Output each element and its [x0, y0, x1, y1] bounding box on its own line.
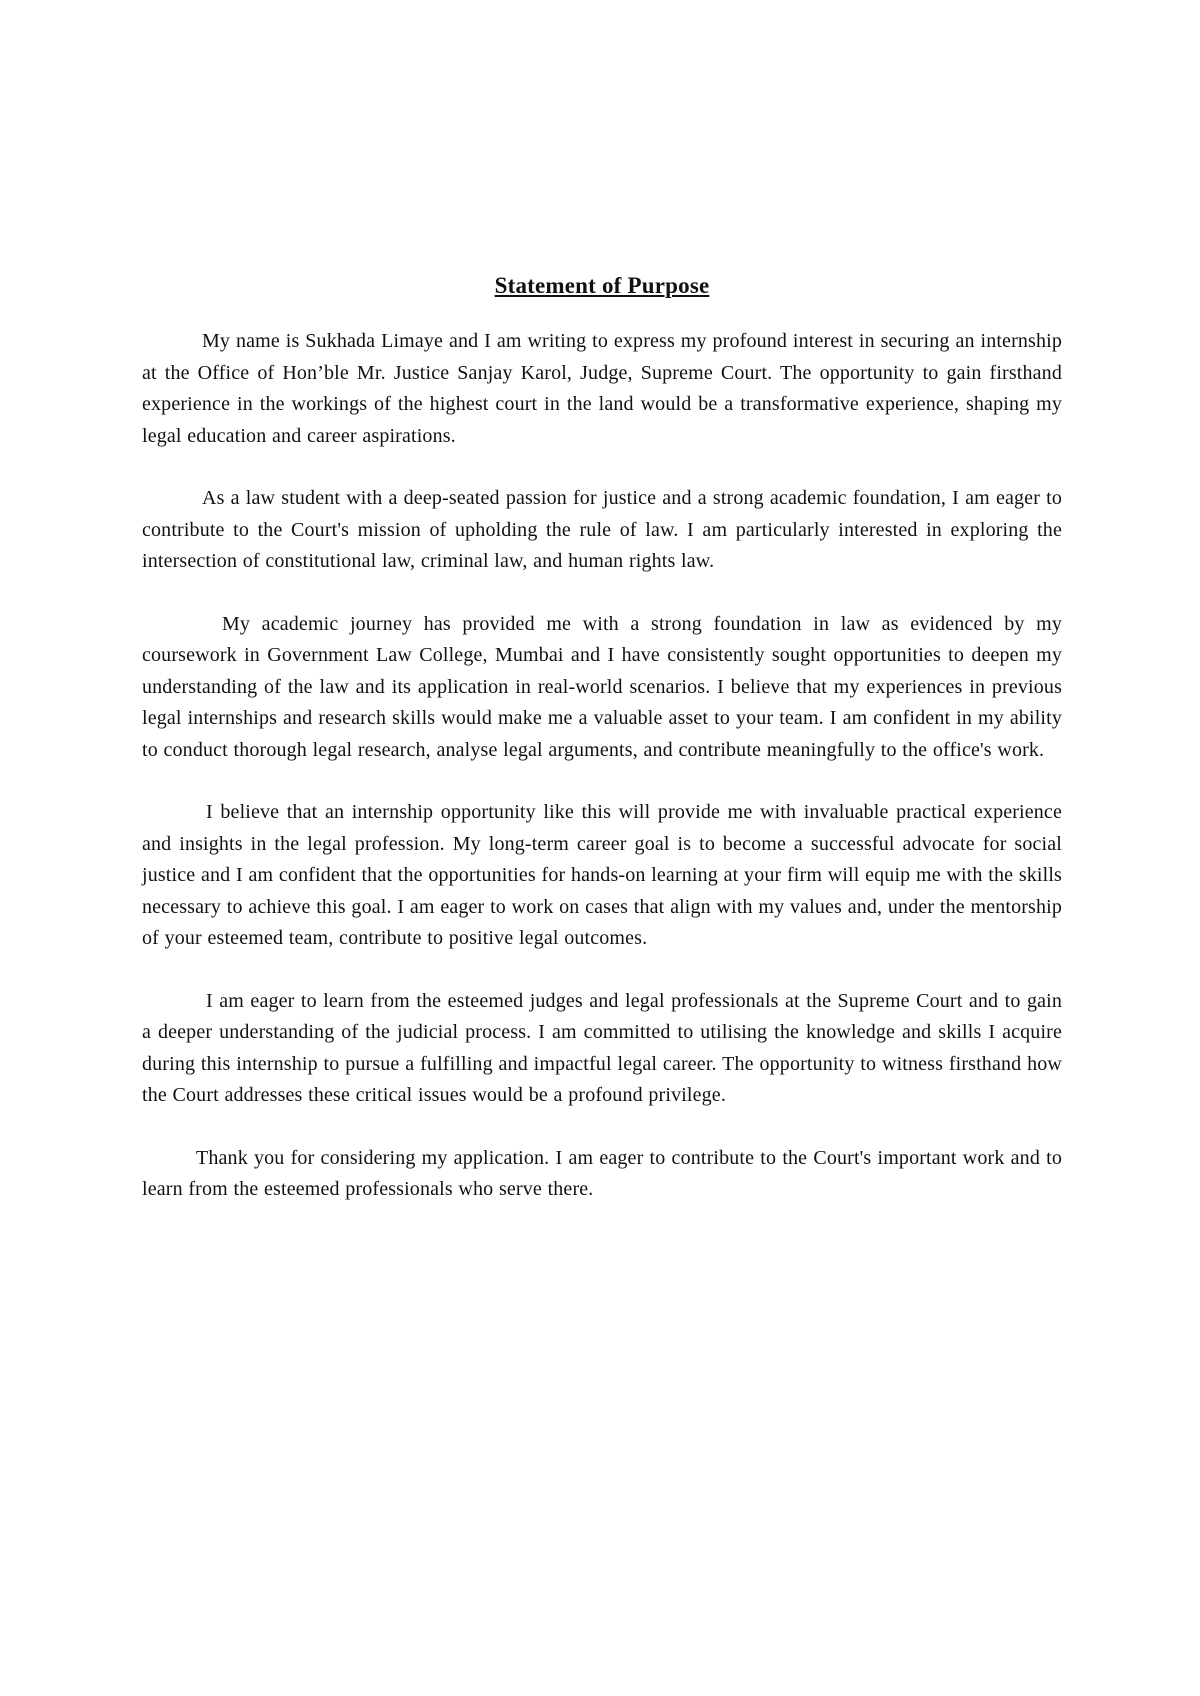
document-title: Statement of Purpose	[494, 273, 710, 298]
paragraph-closing: Thank you for considering my application. I am eager to contribute to the Court's important work and to learn from the esteemed professionals who serve there.	[142, 1146, 1062, 1200]
document-body	[142, 270, 1062, 1237]
paragraph-academic-journey: My academic journey has provided me with a strong foundation in law as evidenced by my coursework in Government Law College, Mumbai and I have consistently sought opportunities to deepen my understanding of the law and its application in real-world scenarios. I believe that my experiences in previous legal internships and research skills would make me a valuable asset to your team. I am confident in my ability to conduct thorough legal research, analyse legal arguments, and contribute meaningfully to the office's work.	[142, 612, 1062, 761]
paragraph-learning: I am eager to learn from the esteemed judges and legal professionals at the Supreme Court and to gain a deeper understanding of the judicial process. I am committed to utilising the knowledge and skills I acquire during this internship to pursue a fulfilling and impactful legal career. The opportunity to witness firsthand how the Court addresses these critical issues would be a profound privilege.	[142, 989, 1062, 1106]
paragraph-career-goal: I believe that an internship opportunity like this will provide me with invaluable practical experience and insights in the legal profession. My long-term career goal is to become a successful advocate for social justice and I am confident that the opportunities for hands-on learning at your firm will equip me with the skills necessary to achieve this goal. I am eager to work on cases that align with my values and, under the mentorship of your esteemed team, contribute to positive legal outcomes.	[142, 801, 1062, 949]
paragraph-passion: As a law student with a deep-seated passion for justice and a strong academic foundation, I am eager to contribute to the Court's mission of upholding the rule of law. I am particularly interested in exploring the intersection of constitutional law, criminal law, and human rights law.	[142, 487, 1062, 572]
paragraph-introduction: My name is Sukhada Limaye and I am writing to express my profound interest in securing an internship at the Office of Hon’ble Mr. Justice Sanjay Karol, Judge, Supreme Court. The opportunity to gain firsthand experience in the workings of the highest court in the land would be a transformative experience, shaping my legal education and career aspirations.	[142, 330, 1062, 447]
